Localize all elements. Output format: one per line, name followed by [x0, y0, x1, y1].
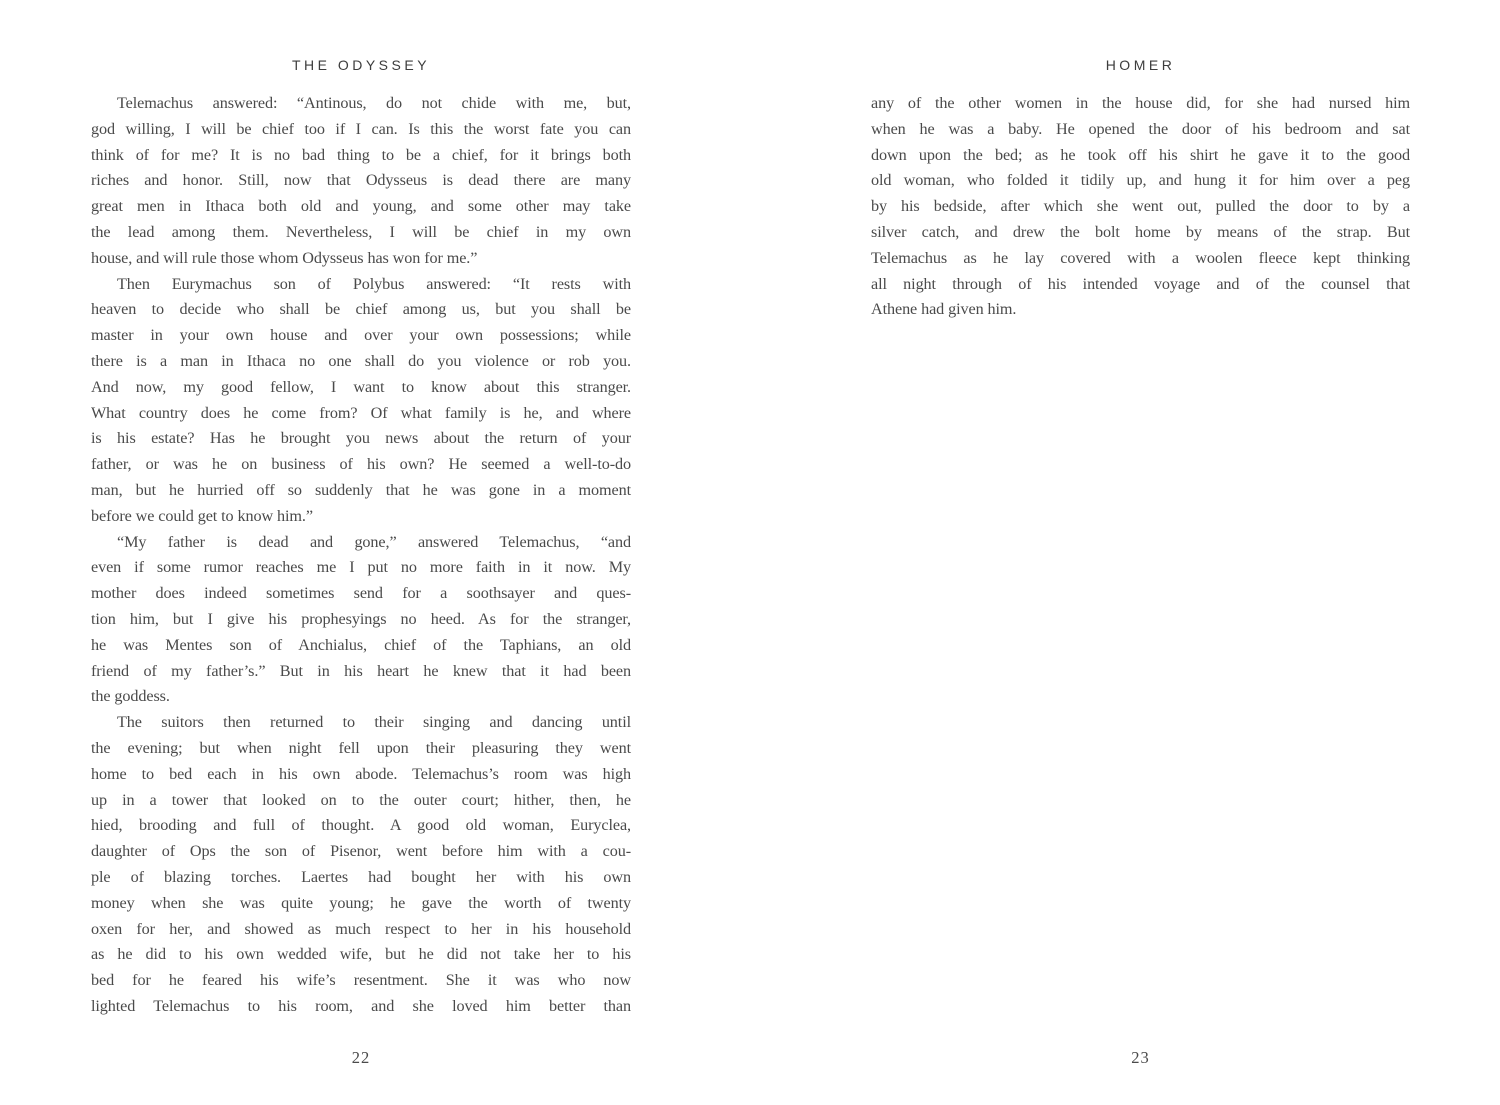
right-page [871, 0, 1410, 1105]
text-line: daughter of Ops the son of Pisenor, went before him with a cou- [91, 842, 631, 861]
left-page-body-text [91, 91, 631, 1020]
text-line: there is a man in Ithaca no one shall do you violence or rob you. [91, 351, 631, 370]
text-line: he was Mentes son of Anchialus, chief of the Taphians, an old [91, 635, 631, 654]
text-line: lighted Telemachus to his room, and she loved him better than [91, 996, 631, 1015]
text-line: bed for he feared his wife’s resentment. She it was who now [91, 971, 631, 990]
paragraph [91, 91, 631, 272]
text-line: The suitors then returned to their singing and dancing until [117, 713, 631, 732]
text-line: the lead among them. Nevertheless, I will be chief in my own [91, 222, 631, 241]
text-line: tion him, but I give his prophesyings no heed. As for the stranger, [91, 609, 631, 628]
text-line: man, but he hurried off so suddenly that he was gone in a moment [91, 480, 631, 499]
right-page-number: 23 [1131, 1048, 1150, 1067]
text-line: And now, my good fellow, I want to know about this stranger. [91, 377, 631, 396]
text-line: What country does he come from? Of what family is he, and where [91, 403, 631, 422]
text-line: home to bed each in his own abode. Telemachus’s room was high [91, 764, 631, 783]
text-line: mother does indeed sometimes send for a soothsayer and ques- [91, 584, 631, 603]
paragraph [91, 530, 631, 711]
right-page-running-head: HOMER [1105, 57, 1176, 73]
text-line: is his estate? Has he brought you news about the return of your [91, 429, 631, 448]
paragraph [91, 710, 631, 1020]
text-line: Then Eurymachus son of Polybus answered: “It rests with [117, 274, 631, 293]
text-line: even if some rumor reaches me I put no more faith in it now. My [91, 558, 631, 577]
text-line: any of the other women in the house did, for she had nursed him [871, 94, 1410, 112]
text-line: Telemachus as he lay covered with a woolen fleece kept thinking [871, 248, 1410, 267]
left-page-number: 22 [351, 1048, 371, 1067]
text-line: up in a tower that looked on to the outer court; hither, then, he [91, 790, 631, 809]
text-line: down upon the bed; as he took off his shirt he gave it to the good [871, 145, 1410, 164]
text-line: house, and will rule those whom Odysseus has won for me.” [91, 248, 478, 267]
paragraph [871, 91, 1410, 323]
text-line: master in your own house and over your own possessions; while [91, 326, 631, 345]
left-page-running-head: THE ODYSSEY [291, 57, 431, 73]
text-line: “My father is dead and gone,” answered Telemachus, “and [117, 532, 631, 551]
text-line: Telemachus answered: “Antinous, do not chide with me, but, [117, 94, 631, 112]
text-line: oxen for her, and showed as much respect to her in his household [91, 919, 631, 938]
text-line: all night through of his intended voyage and of the counsel that [871, 274, 1410, 293]
text-line: god willing, I will be chief too if I can. Is this the worst fate you can [91, 119, 631, 138]
text-line: riches and honor. Still, now that Odysseus is dead there are many [91, 171, 631, 190]
text-line: money when she was quite young; he gave the worth of twenty [91, 893, 631, 912]
text-line: by his bedside, after which she went out, pulled the door to by a [871, 197, 1410, 216]
paragraph [91, 272, 631, 530]
text-line: silver catch, and drew the bolt home by means of the strap. But [871, 222, 1410, 241]
text-line: think of for me? It is no bad thing to be a chief, for it brings both [91, 145, 631, 164]
text-line: friend of my father’s.” But in his heart he knew that it had been [91, 661, 631, 680]
text-line: the evening; but when night fell upon their pleasuring they went [91, 738, 631, 757]
right-page-body-text [871, 91, 1410, 323]
text-line: before we could get to know him.” [91, 506, 313, 525]
text-line: father, or was he on business of his own? He seemed a well-to-do [91, 455, 631, 474]
text-line: hied, brooding and full of thought. A good old woman, Euryclea, [91, 816, 631, 835]
text-line: ple of blazing torches. Laertes had bought her with his own [91, 867, 631, 886]
text-line: heaven to decide who shall be chief among us, but you shall be [91, 300, 631, 319]
left-page [91, 0, 631, 1105]
text-line: old woman, who folded it tidily up, and hung it for him over a peg [871, 171, 1410, 190]
text-line: Athene had given him. [871, 300, 1017, 319]
text-line: the goddess. [91, 687, 170, 706]
text-line: as he did to his own wedded wife, but he did not take her to his [91, 945, 631, 964]
text-line: great men in Ithaca both old and young, and some other may take [91, 197, 631, 216]
text-line: when he was a baby. He opened the door of his bedroom and sat [871, 119, 1410, 138]
